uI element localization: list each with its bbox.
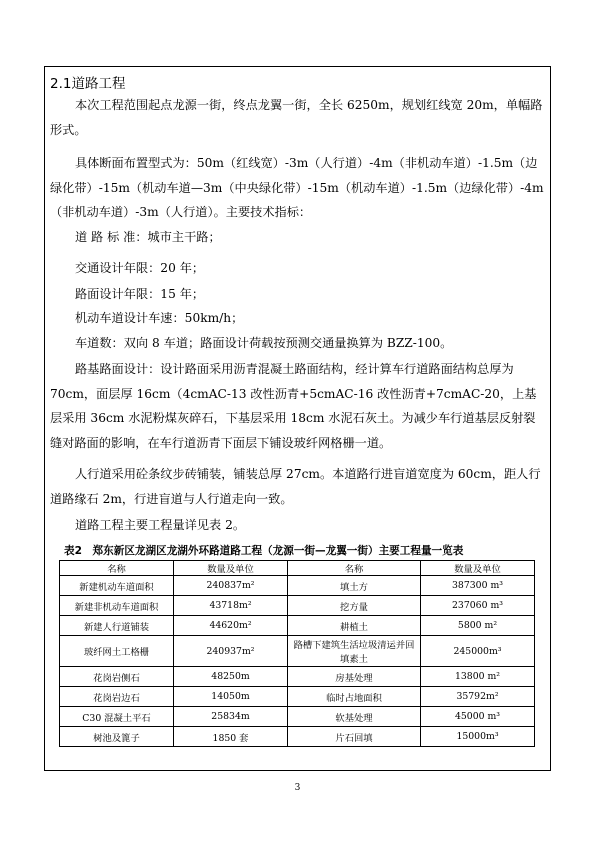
table-row <box>60 667 535 687</box>
table-cell: 15000m³ <box>421 727 535 747</box>
table-cell: 44620m² <box>174 616 288 636</box>
table-row <box>60 636 535 667</box>
section-title: 2.1道路工程 <box>50 76 126 92</box>
table-row <box>60 687 535 707</box>
table-cell: 43718m² <box>174 596 288 616</box>
table-cell: 245000m³ <box>421 636 535 667</box>
table-row <box>60 616 535 636</box>
table-row <box>60 596 535 616</box>
table-cell: 临时占地面积 <box>288 687 421 707</box>
table-cell: 花岗岩侧石 <box>60 667 174 687</box>
pavement-design-life-line: 路面设计年限：15 年； <box>75 287 205 301</box>
table-cell: 45000 m³ <box>421 707 535 727</box>
table-cell: 5800 m² <box>421 616 535 636</box>
table-caption: 表2 郑东新区龙湖区龙湖外环路道路工程（龙源一街—龙翼一街）主要工程量一览表 <box>64 545 464 557</box>
scope-paragraph: 本次工程范围起点龙源一街，终点龙翼一街，全长 6250m，规划红线宽 20m，单幅路形式。 <box>50 98 543 137</box>
table-cell: 25834m <box>174 707 288 727</box>
table-cell: 房基处理 <box>288 667 421 687</box>
table-cell: 1850 套 <box>174 727 288 747</box>
table-cell: 新建非机动车道面积 <box>60 596 174 616</box>
road-standard-line: 道 路 标 准：城市主干路； <box>75 230 221 244</box>
traffic-design-life-line: 交通设计年限：20 年； <box>75 261 205 275</box>
table-cell: 13800 m² <box>421 667 535 687</box>
header-name-2: 名称 <box>288 561 421 576</box>
table-cell: 14050m <box>174 687 288 707</box>
table-cell: 玻纤网土工格栅 <box>60 636 174 667</box>
table-cell: 挖方量 <box>288 596 421 616</box>
cross-section-paragraph: 具体断面布置型式为：50m（红线宽）-3m（人行道）-4m（非机动车道）-1.5m（边绿化带）-15m（机动车道—3m（中央绿化带）-15m（机动车道）-1.5m（边绿化带）-4m（非机动车道）-3m（人行道）。主要技术指标： <box>50 156 544 220</box>
header-name-1: 名称 <box>60 561 174 576</box>
table-row <box>60 707 535 727</box>
page-number: 3 <box>294 783 301 793</box>
table-row <box>60 576 535 596</box>
table-cell: 新建人行道铺装 <box>60 616 174 636</box>
quantities-reference-paragraph: 道路工程主要工程量详见表 2。 <box>75 518 246 532</box>
table-cell: C30 混凝土平石 <box>60 707 174 727</box>
design-speed-line: 机动车道设计车速：50km/h； <box>75 311 244 325</box>
quantities-table <box>59 560 535 747</box>
table-cell: 耕植土 <box>288 616 421 636</box>
table-cell: 片石回填 <box>288 727 421 747</box>
table-cell: 新建机动车道面积 <box>60 576 174 596</box>
header-quantity-2: 数量及单位 <box>421 561 535 576</box>
pavement-design-paragraph: 路基路面设计：设计路面采用沥青混凝土路面结构，经计算车行道路面结构总厚为 70cm，面层厚 16cm（4cmAC-13 改性沥青+5cmAC-16 改性沥青+7cmAC-20，上基层采用 36cm 水泥粉煤灰碎石，下基层采用 18cm 水泥石灰土。为减少车行道基层反射裂缝对路面的影响，在车行道沥青下面层下铺设玻纤网格栅一道。 <box>50 362 537 450</box>
table-cell: 387300 m³ <box>421 576 535 596</box>
table-cell: 树池及篦子 <box>60 727 174 747</box>
table-cell: 路槽下建筑生活垃圾清运并回填素土 <box>288 636 421 667</box>
table-cell: 237060 m³ <box>421 596 535 616</box>
table-cell: 240837m² <box>174 576 288 596</box>
table-cell: 软基处理 <box>288 707 421 727</box>
table-header-row <box>60 561 535 576</box>
header-quantity-1: 数量及单位 <box>174 561 288 576</box>
table-cell: 花岗岩边石 <box>60 687 174 707</box>
sidewalk-paragraph: 人行道采用砼条纹步砖铺装，铺装总厚 27cm。本道路行进盲道宽度为 60cm，距人行道路缘石 2m，行进盲道与人行道走向一致。 <box>50 467 541 506</box>
table-cell: 240937m² <box>174 636 288 667</box>
lane-count-line: 车道数：双向 8 车道；路面设计荷载按预测交通量换算为 BZZ-100。 <box>75 336 453 350</box>
table-cell: 48250m <box>174 667 288 687</box>
table-row <box>60 727 535 747</box>
table-cell: 35792m² <box>421 687 535 707</box>
table-cell: 填土方 <box>288 576 421 596</box>
